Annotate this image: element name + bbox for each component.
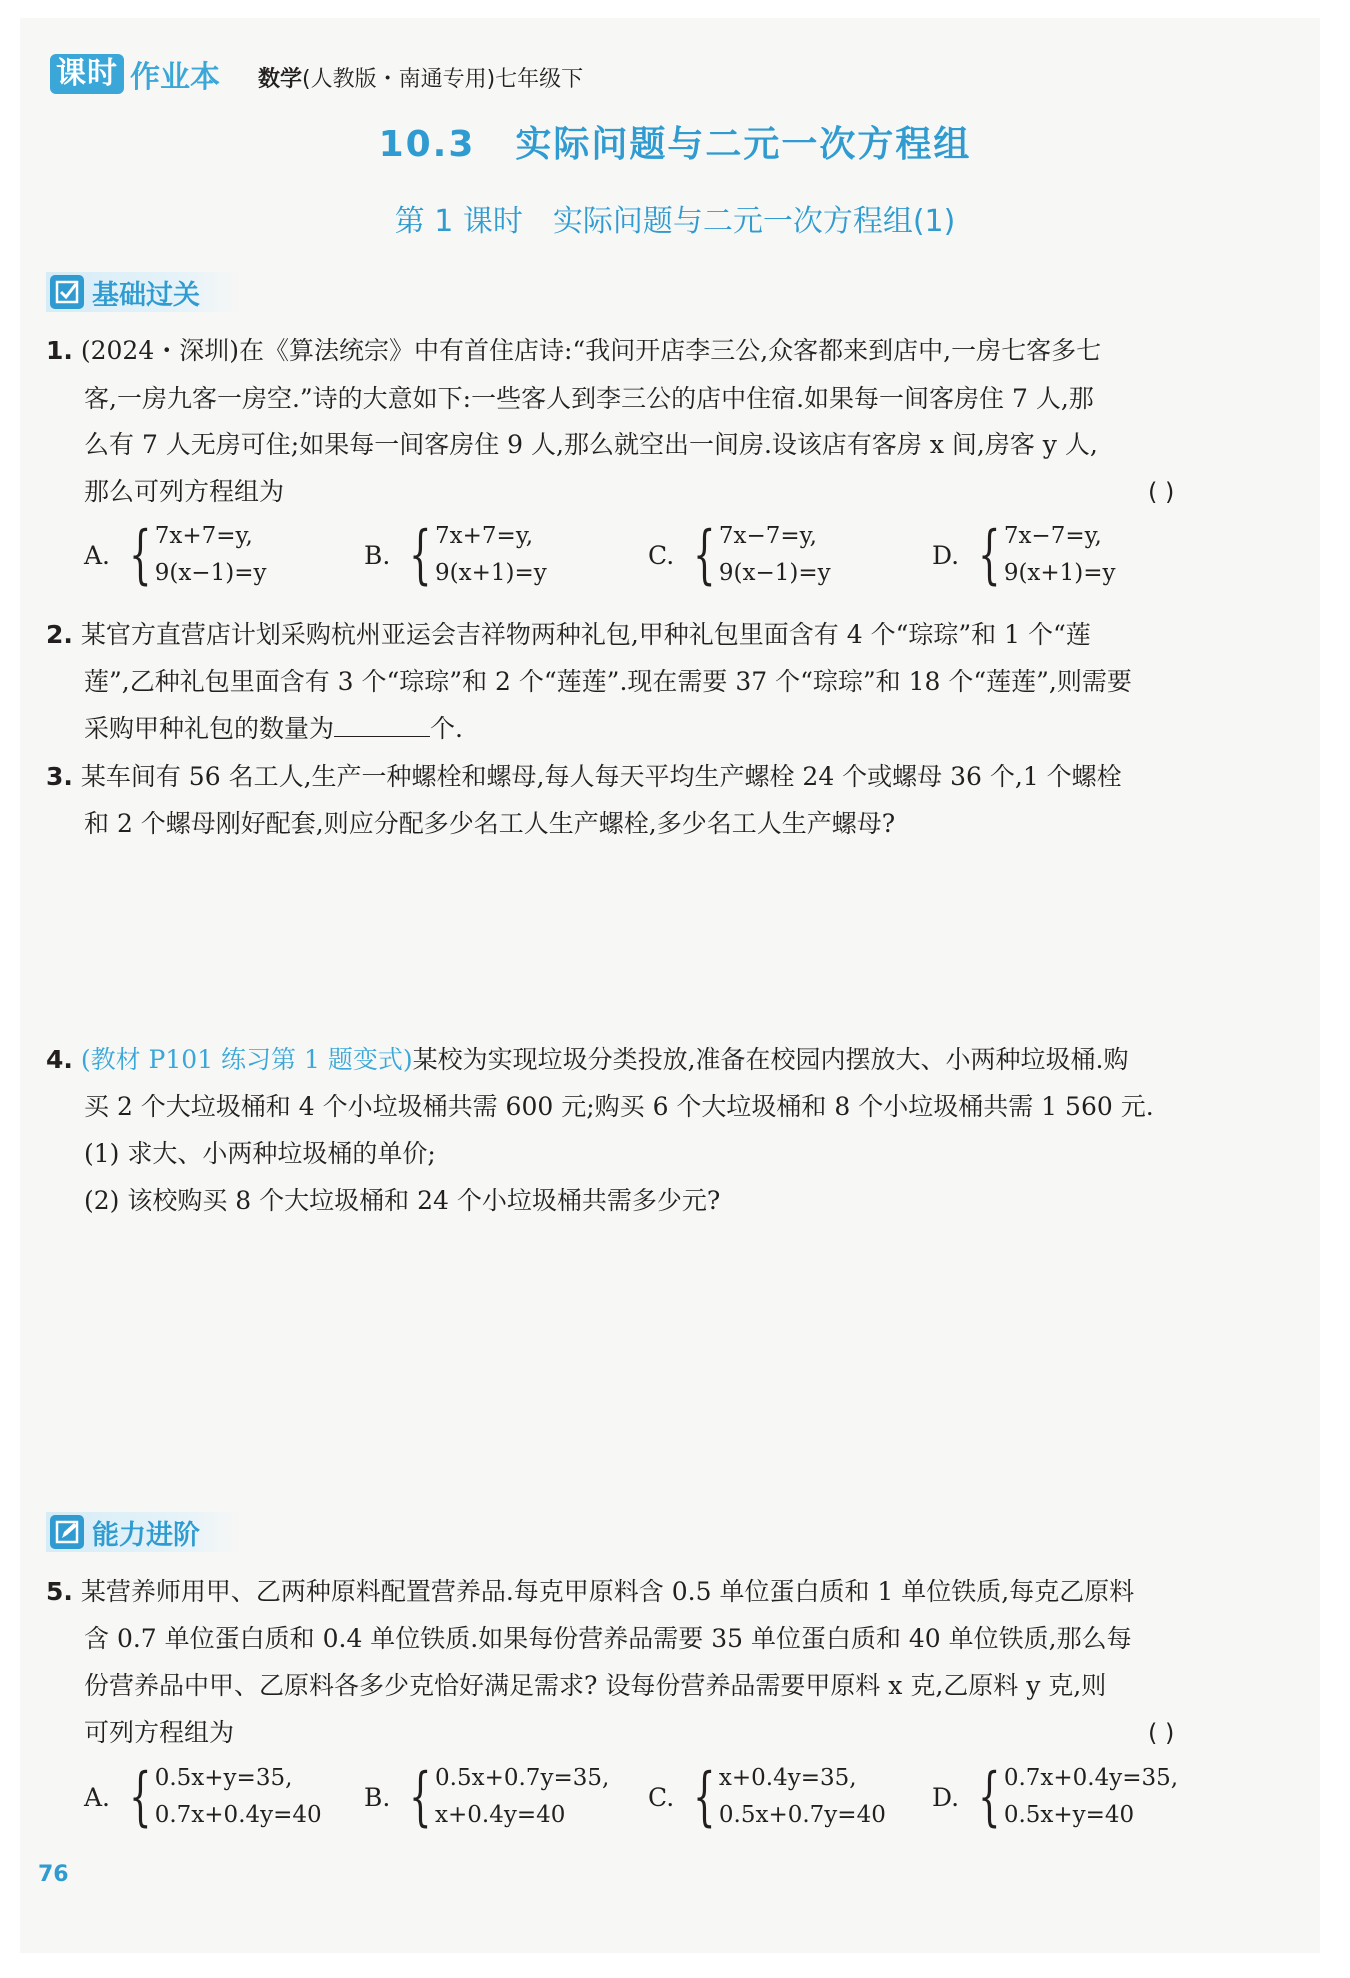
option-c[interactable] bbox=[648, 1760, 886, 1834]
question-text: 某车间有 56 名工人,生产一种螺栓和螺母,每人每天平均生产螺栓 24 个或螺母 36 个,1 个螺栓 bbox=[80, 762, 1122, 791]
question-4-line-2: 买 2 个大垃圾桶和 4 个小垃圾桶共需 600 元;购买 6 个大垃圾桶和 8 个小垃圾桶共需 1 560 元. bbox=[84, 1092, 1154, 1121]
option-a[interactable] bbox=[84, 1760, 322, 1834]
answer-parentheses: ( ) bbox=[1148, 1719, 1175, 1747]
book-logo bbox=[50, 54, 220, 94]
question-number: 4. bbox=[46, 1045, 73, 1074]
question-5-line-1 bbox=[46, 1577, 1134, 1607]
equation: 0.5x+0.7y=40 bbox=[718, 1802, 886, 1828]
option-a[interactable] bbox=[84, 518, 266, 592]
option-letter: B. bbox=[364, 1782, 391, 1812]
section-title-text: 实际问题与二元一次方程组 bbox=[515, 124, 972, 165]
equation: 9(x−1)=y bbox=[718, 560, 831, 586]
option-letter: A. bbox=[84, 540, 111, 570]
equation: 7x+7=y, bbox=[154, 523, 253, 549]
brace-icon: { bbox=[129, 518, 152, 592]
equation: 0.7x+0.4y=35, bbox=[1003, 1765, 1179, 1791]
option-letter: D. bbox=[932, 540, 960, 570]
equation: 0.5x+y=35, bbox=[154, 1765, 293, 1791]
question-number: 5. bbox=[46, 1577, 73, 1606]
question-1-line-2: 客,一房九客一房空.”诗的大意如下:一些客人到李三公的店中住宿.如果每一间客房住 7 人,那 bbox=[84, 384, 1094, 413]
answer-parentheses: ( ) bbox=[1148, 478, 1175, 506]
question-5-line-2: 含 0.7 单位蛋白质和 0.4 单位铁质.如果每份营养品需要 35 单位蛋白质和 40 单位铁质,那么每 bbox=[84, 1624, 1132, 1653]
checkbox-icon bbox=[50, 275, 84, 309]
option-letter: A. bbox=[84, 1782, 111, 1812]
question-text: 某营养师用甲、乙两种原料配置营养品.每克甲原料含 0.5 单位蛋白质和 1 单位铁质,每克乙原料 bbox=[80, 1577, 1135, 1606]
question-1-line-3: 么有 7 人无房可住;如果每一间客房住 9 人,那么就空出一间房.设该店有客房 x 间,房客 y 人, bbox=[84, 430, 1098, 459]
option-c[interactable] bbox=[648, 518, 831, 592]
equation: 0.7x+0.4y=40 bbox=[154, 1802, 322, 1828]
question-3-line-1 bbox=[46, 762, 1122, 792]
logo-badge: 课时 bbox=[50, 54, 124, 94]
brace-icon: { bbox=[693, 518, 716, 592]
option-letter: B. bbox=[364, 540, 391, 570]
logo-text: 作业本 bbox=[130, 60, 220, 95]
question-number: 3. bbox=[46, 762, 73, 791]
equation: 0.5x+y=40 bbox=[1003, 1802, 1135, 1828]
question-text: (2024・深圳)在《算法统宗》中有首住店诗:“我问开店李三公,众客都来到店中,一房七客多七 bbox=[80, 336, 1102, 365]
question-text: 某官方直营店计划采购杭州亚运会吉祥物两种礼包,甲种礼包里面含有 4 个“琮琮”和 1 个“莲 bbox=[80, 620, 1091, 649]
page-number: 76 bbox=[38, 1862, 69, 1887]
question-number: 1. bbox=[46, 336, 73, 365]
question-3-line-2: 和 2 个螺母刚好配套,则应分配多少名工人生产螺栓,多少名工人生产螺母? bbox=[84, 809, 896, 838]
lesson-number: 第 1 课时 bbox=[394, 204, 523, 239]
question-1-line-1 bbox=[46, 336, 1101, 366]
option-b[interactable] bbox=[364, 518, 547, 592]
option-letter: C. bbox=[648, 540, 675, 570]
section-title bbox=[0, 116, 1350, 167]
equation: x+0.4y=40 bbox=[435, 1802, 566, 1828]
question-4-sub-2: (2) 该校购买 8 个大垃圾桶和 24 个小垃圾桶共需多少元? bbox=[84, 1186, 721, 1215]
question-2-line-1 bbox=[46, 620, 1091, 650]
question-source: (教材 P101 练习第 1 题变式) bbox=[80, 1045, 413, 1074]
equation: 9(x−1)=y bbox=[154, 560, 267, 586]
question-text: 个. bbox=[430, 714, 463, 743]
question-2-line-3 bbox=[84, 714, 463, 744]
equation: 7x−7=y, bbox=[718, 523, 817, 549]
equation: 7x−7=y, bbox=[1003, 523, 1102, 549]
equation: 9(x+1)=y bbox=[1003, 560, 1116, 586]
question-number: 2. bbox=[46, 620, 73, 649]
section-head-basic bbox=[46, 272, 240, 312]
question-2-line-2: 莲”,乙种礼包里面含有 3 个“琮琮”和 2 个“莲莲”.现在需要 37 个“琮琮”和 18 个“莲莲”,则需要 bbox=[84, 667, 1132, 696]
brace-icon: { bbox=[409, 518, 432, 592]
section-head-label: 基础过关 bbox=[92, 279, 200, 311]
pencil-icon bbox=[50, 1515, 84, 1549]
brace-icon: { bbox=[693, 1760, 716, 1834]
option-b[interactable] bbox=[364, 1760, 609, 1834]
equation: 0.5x+0.7y=35, bbox=[435, 1765, 610, 1791]
equation: 9(x+1)=y bbox=[435, 560, 547, 586]
edition: (人教版・南通专用)七年级下 bbox=[302, 67, 584, 92]
section-number: 10.3 bbox=[378, 124, 476, 165]
option-letter: D. bbox=[932, 1782, 960, 1812]
option-d[interactable] bbox=[932, 1760, 1178, 1834]
question-text: 采购甲种礼包的数量为 bbox=[84, 714, 335, 743]
question-5-line-4: 可列方程组为 bbox=[84, 1718, 235, 1747]
brace-icon: { bbox=[978, 518, 1001, 592]
question-1-line-4: 那么可列方程组为 bbox=[84, 477, 285, 506]
section-head-advanced bbox=[46, 1512, 240, 1552]
equation: 7x+7=y, bbox=[435, 523, 534, 549]
question-5-line-3: 份营养品中甲、乙原料各多少克恰好满足需求? 设每份营养品需要甲原料 x 克,乙原料 y 克,则 bbox=[84, 1671, 1107, 1700]
brace-icon: { bbox=[978, 1760, 1001, 1834]
section-head-label: 能力进阶 bbox=[92, 1519, 200, 1551]
question-text: 某校为实现垃圾分类投放,准备在校园内摆放大、小两种垃圾桶.购 bbox=[412, 1045, 1129, 1074]
option-letter: C. bbox=[648, 1782, 675, 1812]
equation: x+0.4y=35, bbox=[718, 1765, 857, 1791]
option-d[interactable] bbox=[932, 518, 1116, 592]
subject: 数学 bbox=[258, 67, 303, 92]
lesson-title bbox=[0, 196, 1350, 240]
question-4-sub-1: (1) 求大、小两种垃圾桶的单价; bbox=[84, 1139, 436, 1168]
brace-icon: { bbox=[409, 1760, 432, 1834]
answer-blank[interactable] bbox=[334, 714, 430, 737]
book-info bbox=[258, 62, 583, 93]
brace-icon: { bbox=[129, 1760, 152, 1834]
question-4-line-1 bbox=[46, 1045, 1129, 1075]
lesson-title-text: 实际问题与二元一次方程组(1) bbox=[552, 204, 956, 239]
